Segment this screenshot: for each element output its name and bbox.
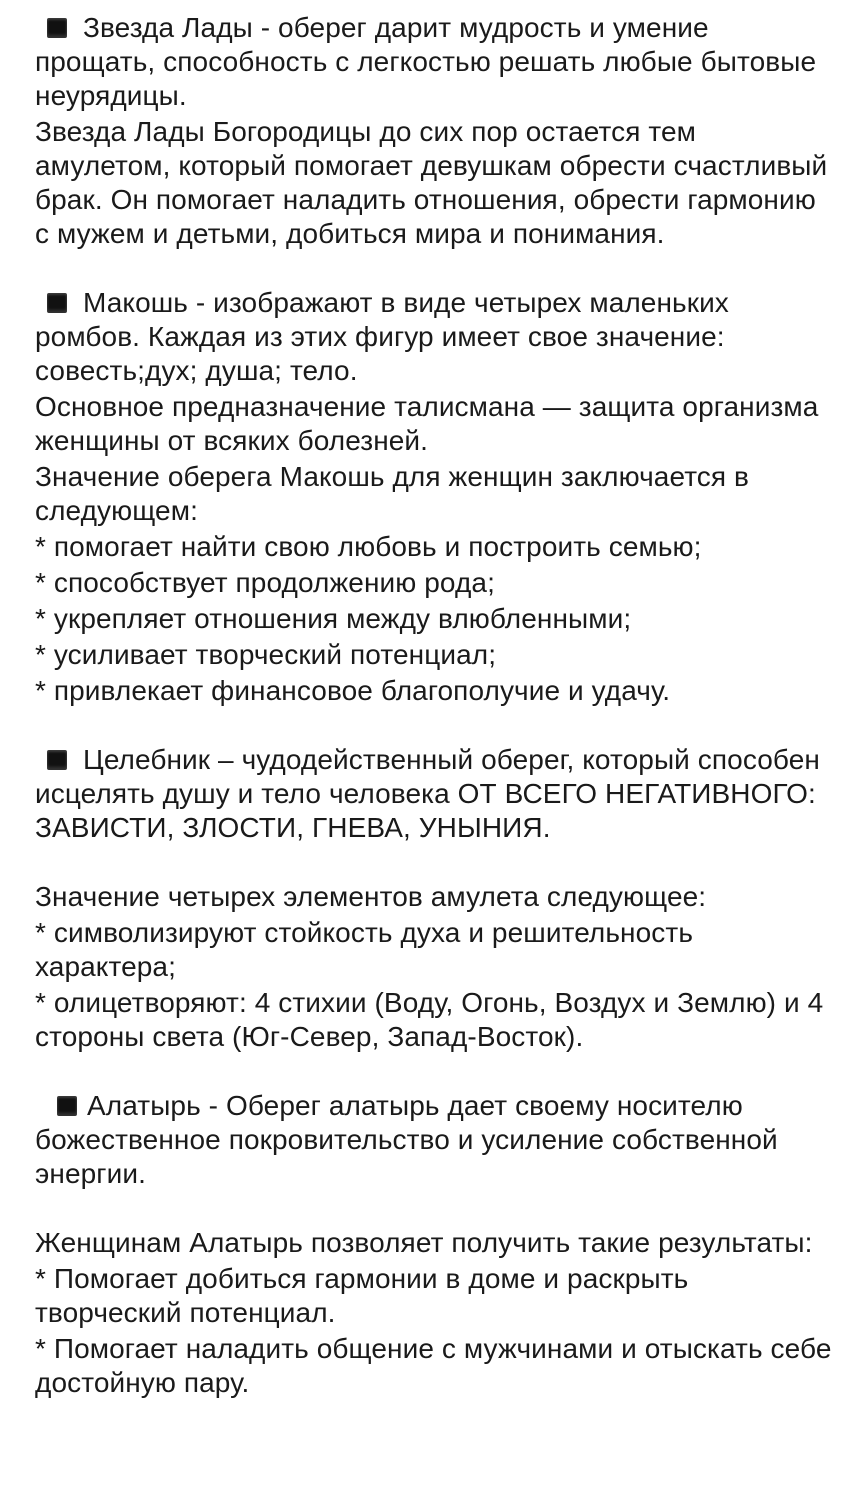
section-title-alatyr	[35, 1089, 835, 1191]
spacer	[35, 710, 835, 743]
list-item: * укрепляет отношения между влюбленными;	[35, 603, 632, 634]
section-title-makosh	[35, 286, 835, 388]
document-body	[35, 11, 835, 1402]
list-item: * привлекает финансовое благополучие и удачу.	[35, 675, 671, 706]
list-item: * усиливает творческий потенциал;	[35, 639, 497, 670]
list-item: * символизируют стойкость духа и решительность характера;	[35, 917, 694, 982]
spacer	[35, 1056, 835, 1089]
black-square-bullet-icon	[47, 18, 67, 38]
black-square-bullet-icon	[47, 293, 67, 313]
paragraph: Значение четырех элементов амулета следующее:	[35, 881, 707, 912]
list-item: * помогает найти свою любовь и построить семью;	[35, 531, 702, 562]
section-title-text: Макошь - изображают в виде четырех маленьких ромбов. Каждая из этих фигур имеет свое значение: совесть;дух; душа; тело.	[35, 287, 729, 386]
paragraph: Основное предназначение талисмана — защита организма женщины от всяких болезней.	[35, 391, 819, 456]
list-item: * олицетворяют: 4 стихии (Воду, Огонь, Воздух и Землю) и 4 стороны света (Юг-Север, Запад-Восток).	[35, 987, 824, 1052]
list-item: * Помогает наладить общение с мужчинами и отыскать себе достойную пару.	[35, 1333, 832, 1398]
paragraph: Звезда Лады Богородицы до сих пор остается тем амулетом, который помогает девушкам обрести счастливый брак. Он помогает наладить отношения, обрести гармонию с мужем и детьми, добиться мира и понимания.	[35, 116, 828, 249]
spacer	[35, 253, 835, 286]
section-title-text: Целебник – чудодейственный оберег, который способен исцелять душу и тело человека ОТ ВСЕГО НЕГАТИВНОГО: ЗАВИСТИ, ЗЛОСТИ, ГНЕВА, УНЫНИЯ.	[35, 744, 820, 843]
list-item: * Помогает добиться гармонии в доме и раскрыть творческий потенциал.	[35, 1263, 689, 1328]
spacer	[35, 1193, 835, 1226]
black-square-bullet-icon	[47, 750, 67, 770]
section-title-text: Звезда Лады - оберег дарит мудрость и умение прощать, способность с легкостью решать любые бытовые неурядицы.	[35, 12, 817, 111]
black-square-bullet-icon	[57, 1096, 77, 1116]
section-title-text: Алатырь - Оберег алатырь дает своему носителю божественное покровительство и усиление собственной энергии.	[35, 1090, 778, 1189]
section-title-celebnik	[35, 743, 835, 845]
paragraph: Женщинам Алатырь позволяет получить такие результаты:	[35, 1227, 813, 1258]
section-title-lada	[35, 11, 835, 113]
spacer	[35, 847, 835, 880]
paragraph: Значение оберега Макошь для женщин заключается в следующем:	[35, 461, 750, 526]
list-item: * способствует продолжению рода;	[35, 567, 495, 598]
